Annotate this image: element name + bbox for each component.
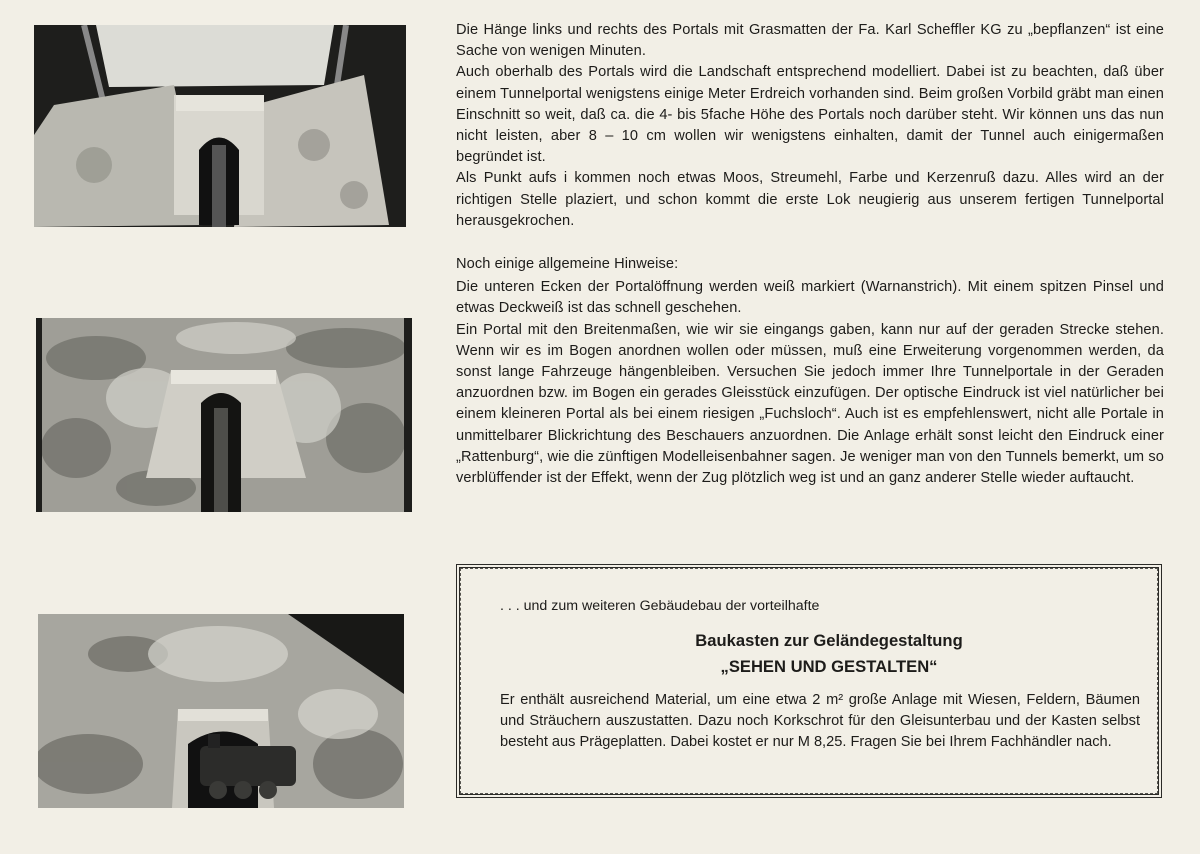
hints-heading: Noch einige allgemeine Hinweise: [456, 256, 679, 272]
ad-intro: . . . und zum weiteren Gebäudebau der vorteilhafte [500, 598, 820, 614]
paragraph: Ein Portal mit den Breitenmaßen, wie wir sie eingangs gaben, kann nur auf der geraden Strecke stehen. Wenn wir es im Bogen anordnen wollen oder müssen, muß eine Erweiterung vorgenommen werden, da sonst lange Fahrzeuge hängenbleiben. Versuchen Sie jedoch immer Ihre Tunnelportale in der Geraden anzuordnen bzw. im Bogen ein gerades Gleisstück einzufügen. Der optische Eindruck ist viel natürlicher bei einem kleineren Portal als bei einem riesigen „Fuchsloch“. Auch ist es empfehlenswert, nicht alle Portale in unmittelbarer Blickrichtung des Beschauers anzuordnen. Die Anlage erhält sonst leicht den Eindruck einer „Rattenburg“, wie die zünftigen Modelleisenbahner sagen. Je weniger man von den Tunnels bemerkt, um so verblüffender ist der Effekt, wenn der Zug plötzlich weg ist und an ganz anderer Stelle wieder auftaucht. [456, 321, 1164, 487]
ad-title [460, 628, 1158, 680]
article-text-top [456, 20, 1164, 232]
paragraph: Die Hänge links und rechts des Portals mit Grasmatten der Fa. Karl Scheffler KG zu „bepflanzen“ ist eine Sache von wenigen Minuten. [456, 22, 1164, 60]
photo-portal-construction [34, 25, 406, 227]
ad-title-line1: Baukasten zur Geländegestaltung [695, 631, 963, 650]
paragraph: Auch oberhalb des Portals wird die Landschaft entsprechend modelliert. Dabei ist zu beachten, daß über einem Tunnelportal wenigstens einige Meter Erdreich vorhanden sind. Beim großen Vorbild gräbt man einen Einschnitt so weit, daß ca. die 4- bis 5fache Höhe des Portals noch darüber steht. Wir können uns das nun nicht leisten, aber 8 – 10 cm wollen wir wenigstens einhalten, damit der Tunnel auch einigermaßen begründet ist. [456, 64, 1164, 166]
ad-title-line2: „SEHEN UND GESTALTEN“ [720, 657, 938, 676]
advertisement-box [456, 564, 1162, 798]
ad-body-text: Er enthält ausreichend Material, um eine etwa 2 m² große Anlage mit Wiesen, Feldern, Bäumen und Sträuchern auszustatten. Dazu noch Korkschrot für den Gleisunterbau und der Kasten selbst besteht aus Prägeplatten. Dabei kostet er nur M 8,25. Fragen Sie bei Ihrem Fachhändler nach. [500, 692, 1140, 751]
paragraph: Die unteren Ecken der Portalöffnung werden weiß markiert (Warnanstrich). Mit einem spitzen Pinsel und etwas Deckweiß ist das schnell geschehen. [456, 279, 1164, 317]
photo-locomotive-tunnel [38, 614, 404, 808]
photo-portal-landscape [36, 318, 412, 512]
ad-body [500, 690, 1140, 754]
paragraph: Als Punkt aufs i kommen noch etwas Moos, Streumehl, Farbe und Kerzenruß dazu. Alles wird an der richtigen Stelle plaziert, und schon kommt die erste Lok neugierig aus unserem fertigen Tunnelportal herausgekrochen. [456, 170, 1164, 229]
article-text-hints [456, 254, 1164, 489]
